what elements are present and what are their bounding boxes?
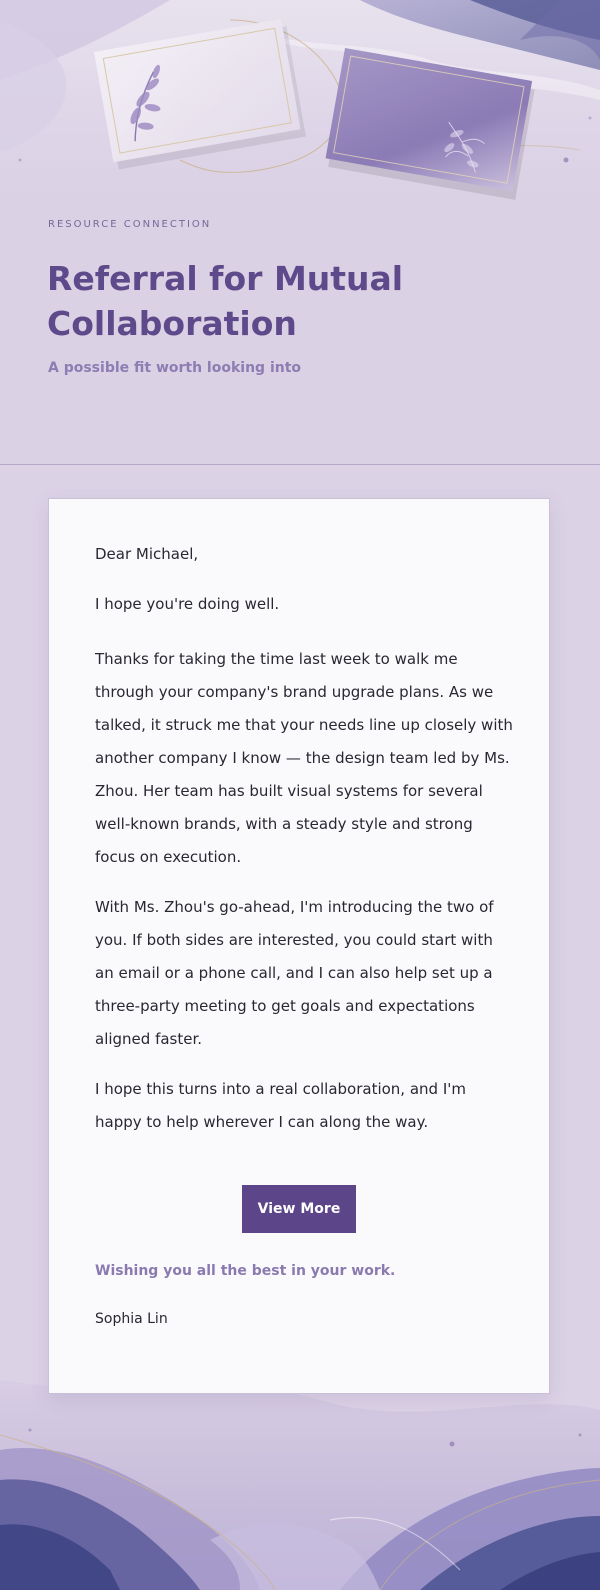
opening-line: I hope you're doing well.	[95, 595, 280, 613]
view-more-button[interactable]: View More	[242, 1185, 356, 1233]
letter-body	[95, 543, 515, 1139]
cta-container	[49, 1185, 549, 1233]
email-header	[0, 200, 600, 465]
greeting: Dear Michael,	[95, 545, 199, 563]
paragraph-introduction: With Ms. Zhou's go-ahead, I'm introducing the two of you. If both sides are interested, you could start with an email or a phone call, and I can also help set up a three-party meeting to get goals and expectations aligned faster.	[95, 898, 494, 1048]
page-title: Referral for Mutual Collaboration	[47, 259, 404, 343]
letter-card	[48, 498, 550, 1394]
paragraph-closing: I hope this turns into a real collaboration, and I'm happy to help wherever I can along the way.	[95, 1080, 466, 1131]
hero-banner	[0, 0, 600, 200]
paragraph-intro: Thanks for taking the time last week to walk me through your company's brand upgrade plans. As we talked, it struck me that your needs line up closely with another company I know — the design team led by Ms. Zhou. Her team has built visual systems for several well-known brands, with a steady style and strong focus on execution.	[95, 650, 513, 866]
signature: Sophia Lin	[95, 1311, 168, 1327]
hero-illustration	[0, 0, 600, 200]
page-subtitle: A possible fit worth looking into	[48, 360, 302, 376]
eyebrow-label: RESOURCE CONNECTION	[48, 219, 212, 230]
closing-line: Wishing you all the best in your work.	[95, 1263, 396, 1279]
